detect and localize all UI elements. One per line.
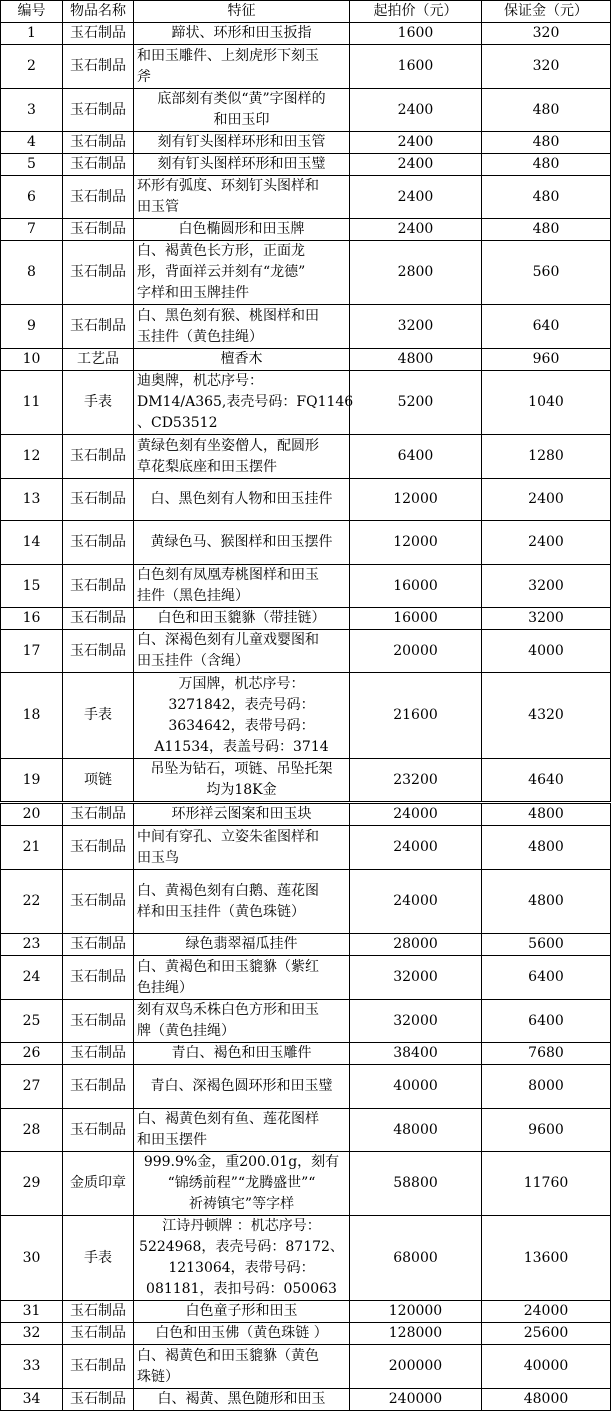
item-number: 16 [1, 608, 63, 630]
item-number: 26 [1, 1043, 63, 1065]
deposit: 6400 [482, 1000, 611, 1043]
item-feature [134, 435, 350, 479]
starting-price: 2400 [350, 219, 482, 241]
feature-line: 蹄状、环形和田玉扳指 [171, 25, 312, 41]
header-feature: 特征 [134, 1, 350, 23]
item-feature [134, 45, 350, 89]
feature-line: 底部刻有类似“黄”字图样的 [157, 91, 326, 107]
table-row [1, 219, 611, 241]
deposit: 3200 [482, 565, 611, 608]
deposit: 8000 [482, 1065, 611, 1109]
item-feature [134, 479, 350, 521]
table-row [1, 45, 611, 89]
feature-line: 3271842，表壳号码： [168, 696, 315, 713]
item-feature [134, 371, 354, 435]
item-name: 工艺品 [63, 349, 134, 371]
feature-line: 、CD53512 [137, 415, 218, 431]
table-row [1, 89, 611, 132]
table-row [1, 1389, 611, 1411]
feature-line: 白、褐黄、黑色随形和田玉 [157, 1391, 326, 1407]
deposit: 4640 [482, 759, 611, 803]
table-row [1, 349, 611, 371]
item-feature [134, 1216, 350, 1301]
starting-price: 1600 [350, 45, 482, 89]
table-row [1, 1345, 611, 1389]
feature-line: 万国牌，机芯序号： [178, 675, 305, 692]
item-name: 玉石制品 [63, 1345, 134, 1389]
deposit: 13600 [482, 1216, 611, 1301]
table-row [1, 154, 611, 176]
feature-line: 刻有钉头图样环形和田玉管 [157, 134, 326, 150]
table-row [1, 630, 611, 673]
item-number: 30 [1, 1216, 63, 1301]
item-name: 玉石制品 [63, 826, 134, 870]
item-name: 手表 [63, 371, 134, 435]
item-name: 玉石制品 [63, 1043, 134, 1065]
deposit: 4800 [482, 826, 611, 870]
item-name: 金质印章 [63, 1152, 134, 1216]
table-row [1, 132, 611, 154]
feature-line: 黄绿色刻有坐姿僧人，配圆形 [137, 437, 319, 454]
item-name: 玉石制品 [63, 521, 134, 565]
item-number: 25 [1, 1000, 63, 1043]
deposit: 480 [482, 89, 611, 132]
item-name: 手表 [63, 1216, 134, 1301]
item-number: 8 [1, 241, 63, 305]
feature-line: 田玉挂件（含绳） [137, 653, 249, 669]
item-name: 玉石制品 [63, 1065, 134, 1109]
item-name: 玉石制品 [63, 565, 134, 608]
starting-price: 16000 [350, 565, 482, 608]
feature-line: 草花梨底座和田玉摆件 [137, 458, 277, 475]
feature-line: 白、黑色刻有猴、桃图样和田 [137, 307, 319, 324]
item-number: 29 [1, 1152, 63, 1216]
item-number: 28 [1, 1109, 63, 1152]
item-number: 17 [1, 630, 63, 673]
table-row [1, 565, 611, 608]
starting-price: 2400 [350, 176, 482, 219]
feature-line: 青白、褐色和田玉雕件 [171, 1045, 312, 1061]
feature-line: 白、褐黄色长方形，正面龙 [137, 243, 305, 259]
item-name: 玉石制品 [63, 176, 134, 219]
item-feature [134, 1109, 350, 1152]
item-name: 玉石制品 [63, 219, 134, 241]
starting-price: 24000 [350, 870, 482, 934]
item-feature [134, 1152, 350, 1216]
item-number: 33 [1, 1345, 63, 1389]
header-deposit: 保证金（元） [482, 1, 611, 23]
item-number: 7 [1, 219, 63, 241]
feature-line: 和田玉印 [213, 112, 270, 128]
feature-line: 田玉鸟 [137, 849, 179, 866]
starting-price: 12000 [350, 479, 482, 521]
feature-line: 和田玉雕件、上刻虎形下刻玉 [137, 47, 319, 64]
item-name: 玉石制品 [63, 479, 134, 521]
deposit: 4800 [482, 870, 611, 934]
table-row [1, 803, 611, 826]
starting-price: 5200 [350, 371, 482, 435]
table-row [1, 1109, 611, 1152]
item-feature [134, 1323, 350, 1345]
table-row [1, 870, 611, 934]
feature-line: 字样和田玉牌挂件 [137, 285, 249, 301]
starting-price: 200000 [350, 1345, 482, 1389]
deposit: 4800 [482, 803, 611, 826]
item-number: 24 [1, 956, 63, 1000]
starting-price: 128000 [350, 1323, 482, 1345]
feature-line: 吊坠为钻石，项链、吊坠托架 [150, 761, 333, 777]
feature-line: 白色和田玉佛（黄色珠链 ） [155, 1325, 328, 1341]
feature-line: 白、黑色刻有人物和田玉挂件 [150, 491, 333, 507]
item-name: 玉石制品 [63, 132, 134, 154]
header-item-name: 物品名称 [63, 1, 134, 23]
table-row [1, 176, 611, 219]
feature-line: 江诗丹顿牌 ：机芯序号： [162, 1218, 321, 1234]
feature-line: 形，背面祥云并刻有“龙德” [137, 264, 306, 280]
item-name: 玉石制品 [63, 1389, 134, 1411]
starting-price: 1600 [350, 23, 482, 45]
feature-line: 檀香木 [220, 351, 263, 367]
deposit: 480 [482, 219, 611, 241]
item-number: 27 [1, 1065, 63, 1109]
item-feature [134, 349, 350, 371]
item-feature [134, 23, 350, 45]
starting-price: 240000 [350, 1389, 482, 1411]
item-number: 21 [1, 826, 63, 870]
deposit: 25600 [482, 1323, 611, 1345]
feature-line: 5224968，表壳号码：87172、 [139, 1239, 344, 1255]
table-row [1, 673, 611, 759]
item-name: 玉石制品 [63, 803, 134, 826]
feature-line: 白、黄褐色刻有白鹅、莲花图 [137, 882, 319, 899]
item-name: 玉石制品 [63, 1109, 134, 1152]
item-number: 31 [1, 1301, 63, 1323]
item-feature [134, 1043, 350, 1065]
feature-line: 绿色翡翠福瓜挂件 [185, 936, 298, 952]
feature-line: 3634642，表带号码： [168, 717, 315, 734]
starting-price: 2400 [350, 154, 482, 176]
item-name: 玉石制品 [63, 23, 134, 45]
starting-price: 2400 [350, 132, 482, 154]
deposit: 4000 [482, 630, 611, 673]
feature-line: 刻有双鸟禾株白色方形和田玉 [137, 1002, 319, 1018]
item-feature [134, 870, 350, 934]
item-number: 5 [1, 154, 63, 176]
deposit: 1040 [482, 371, 611, 435]
item-feature [134, 219, 350, 241]
item-feature [134, 305, 350, 349]
feature-line: 田玉管 [137, 199, 179, 215]
deposit: 48000 [482, 1389, 611, 1411]
item-name: 玉石制品 [63, 608, 134, 630]
starting-price: 120000 [350, 1301, 482, 1323]
table-row [1, 1065, 611, 1109]
item-feature [134, 956, 350, 1000]
item-feature [134, 1065, 350, 1109]
item-name: 玉石制品 [63, 630, 134, 673]
item-number: 14 [1, 521, 63, 565]
feature-line: 青白、深褐色圆环形和田玉璧 [150, 1078, 333, 1094]
feature-line: 环形有弧度、环刻钉头图样和 [137, 178, 319, 194]
deposit: 960 [482, 349, 611, 371]
table-row [1, 934, 611, 956]
table-body [1, 23, 611, 1411]
table-row [1, 1301, 611, 1323]
deposit: 2400 [482, 479, 611, 521]
feature-line: 黄绿色马、猴图样和田玉摆件 [150, 534, 333, 550]
header-number: 编号 [1, 1, 63, 23]
item-feature [134, 1389, 350, 1411]
item-number: 2 [1, 45, 63, 89]
table-row [1, 241, 611, 305]
feature-line: 中间有穿孔、立姿朱雀图样和 [137, 828, 319, 845]
item-name: 项链 [63, 759, 134, 803]
item-name: 玉石制品 [63, 934, 134, 956]
feature-line: 白色和田玉貔貅（带挂链） [157, 610, 326, 626]
feature-line: 样和田玉挂件（黄色珠链） [137, 903, 305, 920]
item-name: 玉石制品 [63, 305, 134, 349]
table-row [1, 1000, 611, 1043]
starting-price: 12000 [350, 521, 482, 565]
starting-price: 28000 [350, 934, 482, 956]
deposit: 7680 [482, 1043, 611, 1065]
item-number: 34 [1, 1389, 63, 1411]
feature-line: 环形祥云图案和田玉块 [171, 806, 312, 822]
item-feature [134, 1301, 350, 1323]
item-number: 15 [1, 565, 63, 608]
deposit: 320 [482, 23, 611, 45]
item-name: 玉石制品 [63, 956, 134, 1000]
item-feature [134, 132, 350, 154]
feature-line: 刻有钉头图样环形和田玉璧 [157, 156, 326, 172]
item-number: 4 [1, 132, 63, 154]
feature-line: 白色椭圆形和田玉牌 [178, 221, 305, 237]
item-name: 手表 [63, 673, 134, 759]
deposit: 40000 [482, 1345, 611, 1389]
table-row [1, 1323, 611, 1345]
feature-line: 均为18K金 [206, 782, 277, 798]
deposit: 2400 [482, 521, 611, 565]
deposit: 6400 [482, 956, 611, 1000]
item-number: 23 [1, 934, 63, 956]
deposit: 3200 [482, 608, 611, 630]
table-row [1, 1043, 611, 1065]
table-row [1, 23, 611, 45]
feature-line: 白、深褐色刻有儿童戏婴图和 [137, 632, 319, 648]
item-number: 1 [1, 23, 63, 45]
starting-price: 3200 [350, 305, 482, 349]
deposit: 480 [482, 176, 611, 219]
feature-line: 珠链） [137, 1368, 179, 1385]
table-row [1, 1152, 611, 1216]
table-row [1, 1216, 611, 1301]
table-row [1, 479, 611, 521]
item-name: 玉石制品 [63, 435, 134, 479]
item-name: 玉石制品 [63, 154, 134, 176]
item-feature [134, 673, 350, 759]
item-number: 19 [1, 759, 63, 803]
feature-line: 白、褐黄色刻有鱼、莲花图样 [137, 1111, 319, 1127]
starting-price: 20000 [350, 630, 482, 673]
table-row [1, 956, 611, 1000]
starting-price: 2400 [350, 89, 482, 132]
item-number: 22 [1, 870, 63, 934]
deposit: 480 [482, 154, 611, 176]
item-feature [134, 759, 350, 803]
item-feature [134, 241, 350, 305]
feature-line: 和田玉摆件 [137, 1132, 207, 1148]
item-name: 玉石制品 [63, 1323, 134, 1345]
item-feature [134, 521, 350, 565]
item-number: 6 [1, 176, 63, 219]
deposit: 9600 [482, 1109, 611, 1152]
starting-price: 24000 [350, 826, 482, 870]
deposit: 4320 [482, 673, 611, 759]
item-feature [134, 176, 350, 219]
item-feature [134, 89, 350, 132]
deposit: 320 [482, 45, 611, 89]
table-row [1, 608, 611, 630]
feature-line: “锦绣前程”“龙腾盛世”“ [167, 1175, 316, 1191]
feature-line: 挂件（黑色挂绳） [137, 588, 249, 604]
item-name: 玉石制品 [63, 1000, 134, 1043]
item-number: 32 [1, 1323, 63, 1345]
feature-line: 色挂绳） [137, 979, 193, 996]
feature-line: 白色刻有凤凰寿桃图样和田玉 [137, 567, 319, 583]
feature-line: 斧 [137, 68, 151, 85]
starting-price: 68000 [350, 1216, 482, 1301]
starting-price: 32000 [350, 1000, 482, 1043]
feature-line: 迪奥牌，机芯序号： [137, 373, 263, 389]
starting-price: 23200 [350, 759, 482, 803]
feature-line: 999.9%金，重200.01g，刻有 [143, 1154, 340, 1170]
starting-price: 21600 [350, 673, 482, 759]
deposit: 640 [482, 305, 611, 349]
item-feature [134, 803, 350, 826]
item-name: 玉石制品 [63, 870, 134, 934]
starting-price: 58800 [350, 1152, 482, 1216]
table-row [1, 759, 611, 803]
item-name: 玉石制品 [63, 45, 134, 89]
starting-price: 4800 [350, 349, 482, 371]
item-feature [134, 1345, 350, 1389]
table-row [1, 435, 611, 479]
table-row [1, 371, 611, 435]
feature-line: 玉挂件（黄色挂绳） [137, 328, 263, 345]
feature-line: DM14/A365,表壳号码：FQ1146 [137, 394, 354, 410]
item-number: 10 [1, 349, 63, 371]
starting-price: 2800 [350, 241, 482, 305]
header-row [1, 1, 611, 23]
feature-line: 白、褐黄色和田玉貔貅（黄色 [137, 1347, 319, 1364]
feature-line: 牌（黄色挂绳） [137, 1023, 235, 1039]
item-number: 18 [1, 673, 63, 759]
item-number: 12 [1, 435, 63, 479]
starting-price: 40000 [350, 1065, 482, 1109]
starting-price: 24000 [350, 803, 482, 826]
starting-price: 16000 [350, 608, 482, 630]
deposit: 24000 [482, 1301, 611, 1323]
starting-price: 6400 [350, 435, 482, 479]
item-feature [134, 608, 350, 630]
item-name: 玉石制品 [63, 89, 134, 132]
starting-price: 48000 [350, 1109, 482, 1152]
item-feature [134, 934, 350, 956]
table-row [1, 305, 611, 349]
item-feature [134, 1000, 350, 1043]
table-row [1, 521, 611, 565]
item-number: 13 [1, 479, 63, 521]
item-number: 3 [1, 89, 63, 132]
deposit: 480 [482, 132, 611, 154]
feature-line: 081181，表扣号码：050063 [146, 1281, 337, 1297]
item-number: 20 [1, 803, 63, 826]
item-number: 9 [1, 305, 63, 349]
header-starting-price: 起拍价（元） [350, 1, 482, 23]
item-number: 11 [1, 371, 63, 435]
deposit: 5600 [482, 934, 611, 956]
deposit: 1280 [482, 435, 611, 479]
deposit: 560 [482, 241, 611, 305]
item-feature [134, 565, 350, 608]
feature-line: 祈祷镇宅”等字样 [188, 1196, 295, 1212]
item-feature [134, 630, 350, 673]
item-name: 玉石制品 [63, 1301, 134, 1323]
starting-price: 38400 [350, 1043, 482, 1065]
deposit: 11760 [482, 1152, 611, 1216]
feature-line: 白、黄褐色和田玉貔貅（紫红 [137, 958, 319, 975]
feature-line: 1213064，表带号码： [168, 1260, 315, 1276]
starting-price: 32000 [350, 956, 482, 1000]
item-feature [134, 826, 350, 870]
item-name: 玉石制品 [63, 241, 134, 305]
item-feature [134, 154, 350, 176]
table-row [1, 826, 611, 870]
feature-line: A11534，表盖号码：3714 [154, 738, 329, 755]
feature-line: 白色童子形和田玉 [185, 1303, 298, 1319]
